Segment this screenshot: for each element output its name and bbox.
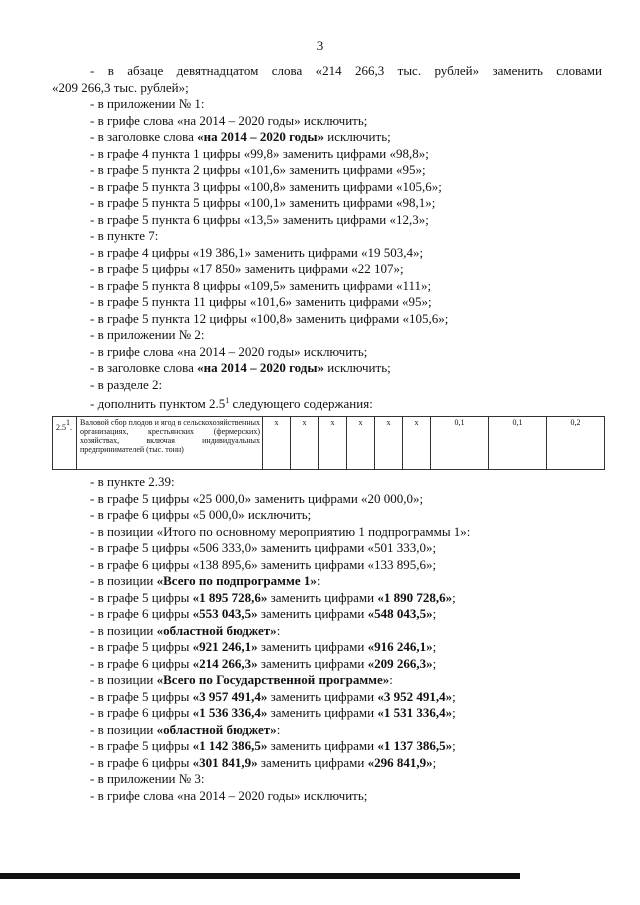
bold-fragment: «301 841,9»	[192, 754, 258, 770]
amendment-line	[90, 128, 602, 145]
bottom-rule	[0, 873, 520, 879]
text-fragment: - в грифе слова «на 2014 – 2020 годы» исключить;	[90, 343, 368, 359]
bold-fragment: «1 890 728,6»	[377, 589, 453, 605]
text-fragment: - в пункте 7:	[90, 228, 159, 243]
text-fragment: - в графе 5 пункта 6 цифры «13,5» заменить цифрами «12,3»;	[90, 211, 429, 227]
bold-fragment: «916 246,1»	[367, 639, 433, 654]
text-fragment: исключить;	[324, 360, 391, 375]
text-fragment: :	[389, 672, 393, 687]
bold-fragment: «на 2014 – 2020 годы»	[197, 129, 325, 144]
text-fragment: - в графе 6 цифры	[90, 754, 193, 770]
table-cell: x	[347, 417, 375, 470]
amendment-line	[90, 556, 602, 573]
text-fragment: - в графе 5 цифры	[90, 738, 193, 753]
text-fragment: заменить цифрами	[257, 754, 368, 770]
text-fragment: ;	[452, 589, 456, 605]
text-fragment: ;	[432, 754, 437, 770]
table-cell: x	[319, 417, 347, 470]
amendment-line	[90, 293, 602, 310]
amendment-line	[90, 343, 602, 360]
text-fragment: заменить цифрами	[257, 606, 368, 621]
bold-fragment: «1 536 336,4»	[192, 705, 268, 720]
amendment-line	[90, 589, 602, 606]
bold-fragment: «209 266,3»	[367, 655, 433, 671]
text-fragment: ;	[452, 738, 456, 753]
text-fragment: :	[316, 573, 321, 588]
text-fragment: - в графе 6 цифры	[90, 655, 193, 671]
bold-fragment: «1 142 386,5»	[192, 738, 268, 753]
amendment-line	[90, 277, 602, 294]
text-fragment: заменить цифрами	[257, 639, 368, 654]
text-fragment: - в графе 6 цифры	[90, 606, 193, 621]
amendment-line	[90, 326, 602, 343]
amendment-line	[90, 770, 602, 787]
amendment-line	[90, 721, 602, 738]
text-fragment: - в графе 5 пункта 11 цифры «101,6» заменить цифрами «95»;	[90, 294, 432, 309]
text-fragment: - в графе 6 цифры «5 000,0» исключить;	[90, 507, 312, 522]
text-fragment: заменить цифрами	[267, 688, 378, 704]
text-fragment: исключить;	[324, 129, 391, 144]
amendment-line	[90, 787, 602, 804]
row-number: $2.5^1$.	[53, 417, 77, 470]
text-fragment: - в позиции	[90, 672, 157, 687]
amendment-line	[90, 754, 602, 771]
table-cell: x	[375, 417, 403, 470]
amendment-line	[90, 145, 602, 162]
text-fragment: - в графе 5 пункта 8 цифры «109,5» заменить цифрами «111»;	[90, 277, 432, 293]
bold-fragment: «921 246,1»	[192, 639, 258, 654]
text-fragment: - в заголовке слова	[90, 129, 198, 144]
amendment-line	[90, 490, 602, 507]
text-fragment: - в грифе слова «на 2014 – 2020 годы» исключить;	[90, 112, 368, 128]
amendment-line	[90, 539, 602, 556]
amendment-line	[90, 392, 602, 412]
text-fragment: - в графе 5 цифры «506 333,0» заменить цифрами «501 333,0»;	[90, 540, 437, 555]
text-fragment: - в графе 5 пункта 2 цифры «101,6» заменить цифрами «95»;	[90, 162, 426, 177]
amendment-line	[90, 178, 602, 195]
text-fragment: ;	[452, 688, 456, 704]
text-fragment: :	[276, 622, 281, 638]
bold-fragment: «областной бюджет»	[156, 721, 277, 737]
text-fragment: заменить цифрами	[267, 738, 378, 753]
bold-fragment: «553 043,5»	[192, 606, 258, 621]
bold-fragment: «1 137 386,5»	[377, 738, 453, 753]
amendment-line	[90, 95, 602, 112]
text-fragment: - в позиции	[90, 573, 157, 588]
table-cell: 0,2	[547, 417, 605, 470]
bold-fragment: «548 043,5»	[367, 606, 433, 621]
text-fragment: - в приложении № 2:	[90, 327, 205, 342]
amendment-line	[52, 79, 602, 96]
amendment-line	[90, 310, 602, 327]
amendment-line	[90, 572, 602, 589]
text-fragment: ;	[432, 606, 437, 621]
text-fragment: - в графе 4 пункта 1 цифры «99,8» заменить цифрами «98,8»;	[90, 145, 429, 161]
amendment-line	[90, 638, 602, 655]
table-row	[53, 417, 605, 470]
amendment-line	[90, 688, 602, 705]
table-cell: x	[263, 417, 291, 470]
row-indicator-name: Валовой сбор плодов и ягод в сельскохозяйственных организациях, крестьянских (фермерских) хозяйствах, включая индивидуальных предпринимателей (тыс. тонн)	[77, 417, 263, 470]
amendment-line	[90, 506, 602, 523]
text-fragment: - в графе 6 цифры «138 895,6» заменить цифрами «133 895,6»;	[90, 556, 437, 572]
text-fragment: - в абзаце девятнадцатом слова «214 266,3 тыс. рублей» заменить словами	[90, 63, 602, 78]
amendment-line	[90, 227, 602, 244]
text-fragment: :	[276, 721, 281, 737]
text-fragment: ;	[432, 639, 437, 654]
text-fragment: - в графе 6 цифры	[90, 705, 193, 720]
bold-fragment: «296 841,9»	[367, 754, 433, 770]
amendment-line	[90, 671, 602, 688]
text-fragment: - в позиции	[90, 721, 157, 737]
amendment-line	[90, 523, 602, 540]
amendment-line	[90, 622, 602, 639]
bold-fragment: «214 266,3»	[192, 655, 258, 671]
table-cell: x	[291, 417, 319, 470]
amendment-line	[90, 473, 602, 490]
text-fragment: - в приложении № 1:	[90, 96, 205, 111]
amendment-line	[90, 260, 602, 277]
text-fragment: - в разделе 2:	[90, 376, 163, 392]
bold-fragment: «областной бюджет»	[156, 622, 277, 638]
text-fragment: заменить цифрами	[257, 655, 368, 671]
table-cell: 0,1	[489, 417, 547, 470]
amendment-line	[90, 376, 602, 393]
text-fragment: - в приложении № 3:	[90, 771, 205, 786]
bold-fragment: «1 895 728,6»	[192, 589, 268, 605]
text-fragment: - в графе 5 цифры	[90, 639, 193, 654]
text-fragment: - в графе 5 пункта 5 цифры «100,1» заменить цифрами «98,1»;	[90, 195, 436, 210]
amendment-line	[90, 655, 602, 672]
amendment-line	[90, 161, 602, 178]
page-number: 3	[316, 38, 324, 53]
text-fragment: ;	[432, 655, 437, 671]
table-cell: 0,1	[431, 417, 489, 470]
text-fragment: - в графе 5 пункта 12 цифры «100,8» заменить цифрами «105,6»;	[90, 310, 449, 326]
amendment-line	[90, 704, 602, 721]
text-fragment: - дополнить пунктом 2.5	[90, 396, 226, 411]
text-fragment: - в графе 5 цифры	[90, 589, 193, 605]
text-fragment: заменить цифрами	[267, 705, 378, 720]
bold-fragment: «на 2014 – 2020 годы»	[197, 360, 325, 375]
amendment-line	[90, 62, 602, 79]
text-fragment: следующего содержания:	[229, 396, 373, 411]
text-fragment: - в пункте 2.39:	[90, 474, 175, 489]
amendment-line	[90, 244, 602, 261]
text-fragment: «209 266,3 тыс. рублей»;	[52, 79, 189, 95]
bold-fragment: «3 957 491,4»	[192, 688, 268, 704]
text-fragment: - в графе 5 пункта 3 цифры «100,8» заменить цифрами «105,6»;	[90, 178, 442, 194]
text-fragment: ;	[452, 705, 456, 720]
table-cell: x	[403, 417, 431, 470]
amendment-line	[90, 737, 602, 754]
text-fragment: - в позиции	[90, 622, 157, 638]
amendment-line	[90, 211, 602, 228]
text-fragment: - в графе 5 цифры	[90, 688, 193, 704]
bold-fragment: «1 531 336,4»	[377, 705, 453, 720]
amendment-line	[90, 112, 602, 129]
text-fragment: - в позиции «Итого по основному мероприятию 1 подпрограммы 1»:	[90, 523, 471, 539]
amendment-line	[90, 194, 602, 211]
amendment-line	[90, 605, 602, 622]
bold-fragment: «Всего по Государственной программе»	[156, 672, 390, 687]
amendment-line	[90, 359, 602, 376]
bold-fragment: «3 952 491,4»	[377, 688, 453, 704]
text-fragment: - в графе 5 цифры «17 850» заменить цифрами «22 107»;	[90, 261, 404, 276]
text-fragment: - в заголовке слова	[90, 360, 198, 375]
text-fragment: - в графе 4 цифры «19 386,1» заменить цифрами «19 503,4»;	[90, 244, 424, 260]
inserted-row-table	[52, 416, 605, 470]
bold-fragment: «Всего по подпрограмме 1»	[156, 573, 317, 588]
text-fragment: заменить цифрами	[267, 589, 378, 605]
text-fragment: - в графе 5 цифры «25 000,0» заменить цифрами «20 000,0»;	[90, 490, 424, 506]
text-fragment: 1	[225, 396, 230, 405]
text-fragment: - в грифе слова «на 2014 – 2020 годы» исключить;	[90, 787, 368, 803]
